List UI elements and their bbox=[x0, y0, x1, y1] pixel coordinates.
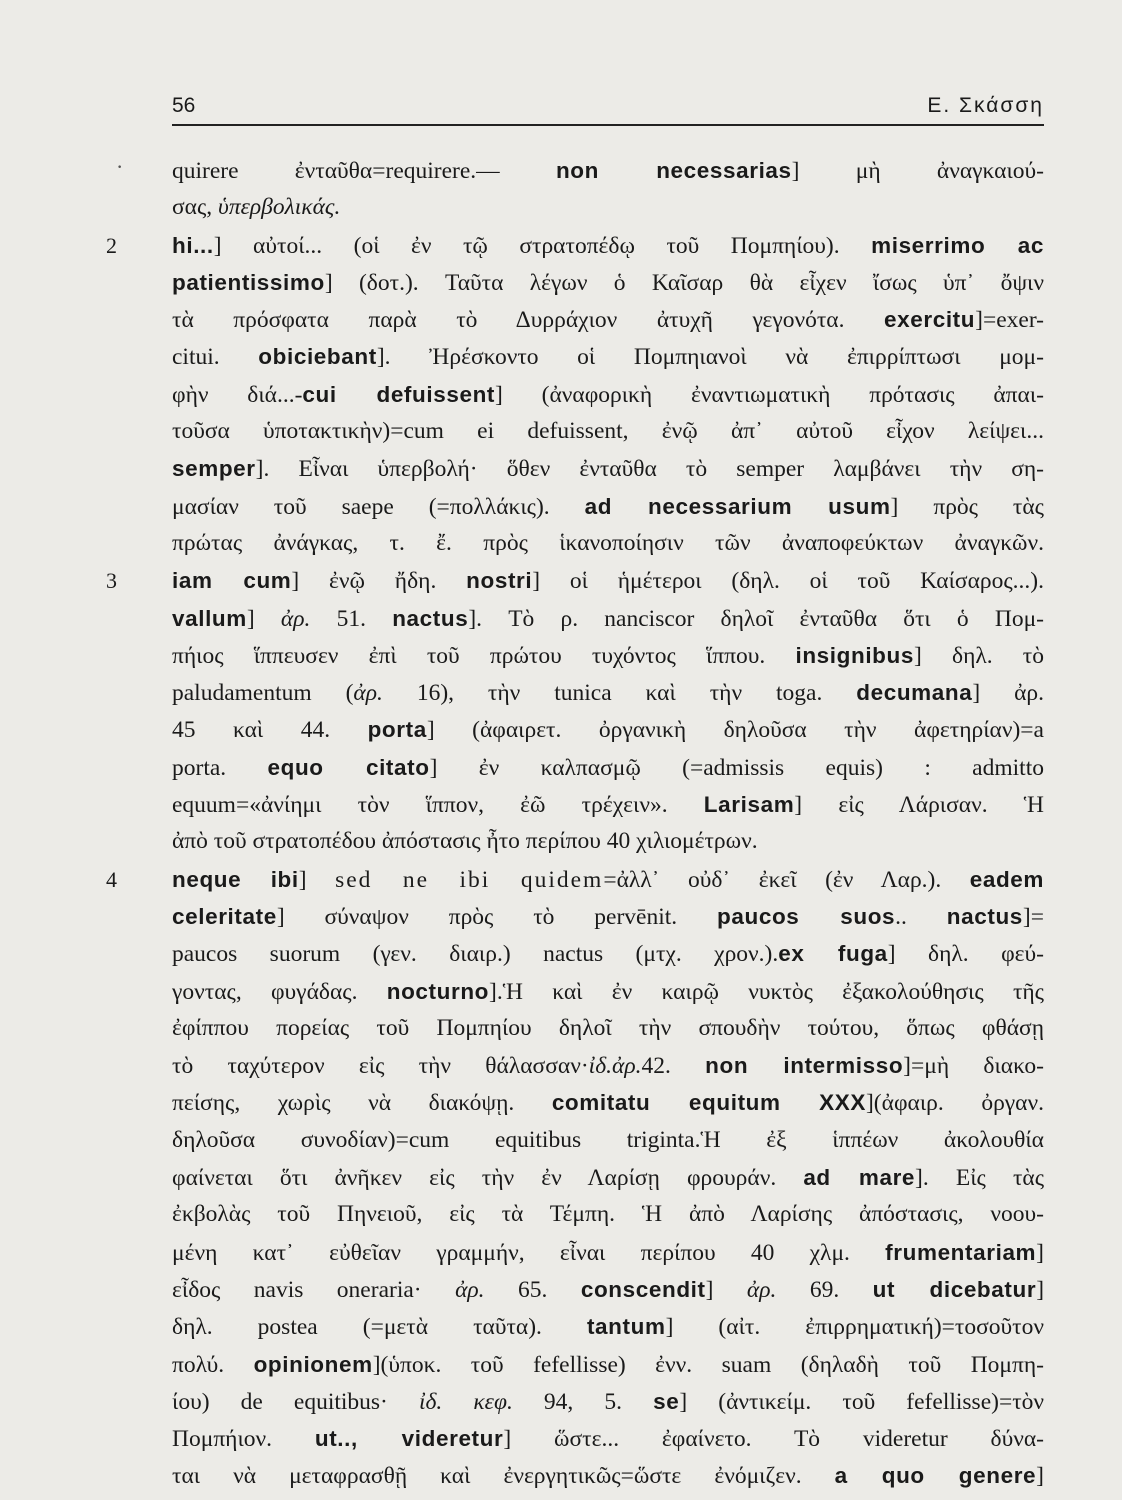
lemma: comitatu equitum XXX bbox=[551, 1090, 866, 1116]
margin-mark: · bbox=[116, 154, 124, 179]
lemma: tantum bbox=[586, 1314, 666, 1340]
text-line: ίου) de equitibus· ἰδ. κεφ. 94, 5. se] (ἀντικείμ. τοῦ fefellisse)=τὸν bbox=[172, 1388, 1045, 1415]
text-line: εἶδος navis oneraria· ἀρ. 65. conscendit] ἀρ. 69. ut dicebatur] bbox=[172, 1276, 1045, 1303]
lemma: equo citato bbox=[267, 754, 430, 780]
lemma: a quo genere bbox=[834, 1463, 1037, 1489]
text-line: Πομπήιον. ut.., videretur] ὥστε... ἐφαίνετο. Τὸ videretur δύνα- bbox=[172, 1426, 1044, 1453]
lemma: semper bbox=[172, 456, 256, 482]
lemma: ex fuga bbox=[778, 941, 888, 967]
text-line: 3 iam cum] ἐνῷ ἤδη. nostri] οἱ ἡμέτεροι (δηλ. οἱ τοῦ Καίσαρος...). bbox=[172, 562, 1044, 599]
lemma: nactus bbox=[946, 903, 1023, 929]
lemma: patientissimo bbox=[172, 269, 325, 295]
lemma: hi... bbox=[172, 232, 214, 258]
text-line: 45 καὶ 44. porta] (ἀφαιρετ. ὀργανικὴ δηλοῦσα τὴν ἀφετηρίαν)=a bbox=[172, 717, 1044, 744]
lemma: ad mare bbox=[803, 1165, 916, 1191]
lemma: Larisam bbox=[703, 792, 795, 818]
margin-number: 3 bbox=[106, 568, 117, 594]
text-line: γοντας, φυγάδας. nocturno].Ἡ καὶ ἐν καιρῷ νυκτὸς ἐξακολούθησις τῆς bbox=[172, 978, 1044, 1005]
lemma: cui defuissent bbox=[302, 381, 496, 407]
text-line: 4 neque ibi] sed ne ibi quidem=ἀλλ᾿ οὐδ᾿ ἐκεῖ (ἐν Λαρ.). eadem bbox=[172, 861, 1044, 898]
text-line: δηλ. postea (=μετὰ ταῦτα). tantum] (αἰτ. ἐπιρρηματική)=τοσοῦτον bbox=[172, 1314, 1044, 1341]
page-header bbox=[172, 92, 1044, 126]
lemma: ad necessarium usum bbox=[584, 493, 891, 519]
lemma: obiciebant bbox=[258, 344, 377, 370]
lemma: eadem bbox=[969, 866, 1045, 892]
lemma: ut dicebatur bbox=[872, 1276, 1037, 1302]
text-line: vallum] ἀρ. 51. nactus]. Τὸ ρ. nanciscor δηλοῖ ἐνταῦθα ὅτι ὁ Πομ- bbox=[172, 605, 1045, 632]
text-line: semper]. Εἶναι ὑπερβολή· ὅθεν ἐνταῦθα τὸ semper λαμβάνει τὴν ση- bbox=[172, 456, 1044, 483]
margin-number: 2 bbox=[106, 232, 117, 258]
lemma: neque ibi bbox=[172, 866, 299, 892]
text-line: ἐφίππου πορείας τοῦ Πομπηίου δηλοῖ τὴν σπουδὴν τούτου, ὅπως φθάσῃ bbox=[172, 1014, 1044, 1041]
text-line: ἐκβολὰς τοῦ Πηνειοῦ, εἰς τὰ Τέμπη. Ἡ ἀπὸ Λαρίσης ἀπόστασις, νοου- bbox=[172, 1201, 1044, 1228]
lemma: iam cum bbox=[172, 568, 292, 594]
lemma: opinionem bbox=[253, 1351, 373, 1377]
text-line: celeritate] σύναψον πρὸς τὸ pervēnit. paucos suos.. nactus]= bbox=[172, 903, 1045, 930]
text-line: ται νὰ μεταφρασθῇ καὶ ἐνεργητικῶς=ὥστε ἐνόμιζεν. a quo genere] bbox=[172, 1463, 1044, 1490]
text-line: πρώτας ἀνάγκας, τ. ἔ. πρὸς ἱκανοποίησιν τῶν ἀναποφεύκτων ἀναγκῶν. bbox=[172, 529, 1044, 556]
lemma: paucos suos bbox=[717, 903, 896, 929]
text-line: δηλοῦσα συνοδίαν)=cum equitibus triginta.Ἡ ἐξ ἱππέων ἀκολουθία bbox=[172, 1126, 1044, 1153]
lemma: celeritate bbox=[172, 903, 277, 929]
text-line: μασίαν τοῦ saepe (=πολλάκις). ad necessarium usum] πρὸς τὰς bbox=[172, 493, 1044, 520]
text-line: ἀπὸ τοῦ στρατοπέδου ἀπόστασις ἦτο περίπου 40 χιλιομέτρων. bbox=[172, 828, 758, 855]
lemma: non intermisso bbox=[705, 1053, 904, 1079]
text-line: μένη κατ᾿ εὐθεῖαν γραμμήν, εἶναι περίπου 40 χλμ. frumentariam] bbox=[172, 1239, 1044, 1266]
text-line: τοῦσα ὑποτακτικὴν)=cum ei defuissent, ἐνῷ ἀπ᾿ αὐτοῦ εἶχον λείψει... bbox=[172, 418, 1044, 445]
text-line: patientissimo] (δοτ.). Ταῦτα λέγων ὁ Καῖσαρ θὰ εἶχεν ἴσως ὑπ᾿ ὄψιν bbox=[172, 269, 1044, 296]
text-line: πήιος ἵππευσεν ἐπὶ τοῦ πρώτου τυχόντος ἵππου. insignibus] δηλ. τὸ bbox=[172, 642, 1044, 669]
page-number: 56 bbox=[172, 94, 196, 117]
lemma: miserrimo ac bbox=[871, 232, 1044, 258]
lemma: ut.., videretur bbox=[314, 1426, 504, 1452]
text-line: φαίνεται ὅτι ἀνῆκεν εἰς τὴν ἐν Λαρίσῃ φρουράν. ad mare]. Εἰς τὰς bbox=[172, 1165, 1044, 1192]
text-line: equum=«ἀνίημι τὸν ἵππον, ἐῶ τρέχειν». Larisam] εἰς Λάρισαν. Ἡ bbox=[172, 792, 1044, 819]
text-line: σας, ὑπερβολικάς. bbox=[172, 194, 341, 221]
lemma: exercitu bbox=[884, 307, 976, 333]
lemma: frumentariam bbox=[885, 1239, 1037, 1265]
lemma: nocturno bbox=[386, 978, 490, 1004]
lemma: non necessarias bbox=[555, 158, 792, 183]
running-head: Ε. Σκάσση bbox=[927, 94, 1044, 117]
lemma: vallum bbox=[172, 605, 247, 631]
lemma: conscendit bbox=[580, 1276, 706, 1302]
text-line: τὰ πρόσφατα παρὰ τὸ Δυρράχιον ἀτυχῆ γεγονότα. exercitu]=exer- bbox=[172, 307, 1044, 334]
lemma: nostri bbox=[466, 568, 533, 594]
lemma: insignibus bbox=[795, 642, 914, 668]
commentary-text bbox=[106, 152, 1045, 1495]
text-line: paludamentum (ἀρ. 16), τὴν tunica καὶ τὴν toga. decumana] ἀρ. bbox=[172, 680, 1044, 707]
text-line: porta. equo citato] ἐν καλπασμῷ (=admissis equis) : admitto bbox=[172, 754, 1044, 781]
lemma: se bbox=[653, 1388, 680, 1414]
text-line: 2 hi...] αὐτοί... (οἱ ἐν τῷ στρατοπέδῳ τοῦ Πομπηίου). miserrimo ac bbox=[172, 227, 1044, 264]
lemma: decumana bbox=[856, 680, 973, 706]
text-line: citui. obiciebant]. Ἠρέσκοντο οἱ Πομπηιανοὶ νὰ ἐπιρρίπτωσι μομ- bbox=[172, 344, 1044, 371]
text-line: φὴν διά...-cui defuissent] (ἀναφορικὴ ἐναντιωματικὴ πρότασις ἀπαι- bbox=[172, 381, 1045, 408]
text-line: πολύ. opinionem](ὑποκ. τοῦ fefellisse) ἐνν. suam (δηλαδὴ τοῦ Πομπη- bbox=[172, 1351, 1044, 1378]
text-line: τὸ ταχύτερον εἰς τὴν θάλασσαν·ἰδ.ἀρ.42. non intermisso]=μὴ διακο- bbox=[172, 1053, 1044, 1080]
lemma: porta bbox=[367, 717, 427, 743]
lemma: nactus bbox=[392, 605, 469, 631]
text-line: paucos suorum (γεν. διαιρ.) nactus (μτχ. χρον.).ex fuga] δηλ. φεύ- bbox=[172, 941, 1044, 968]
text-line: · quirere ἐνταῦθα=requirere.— non necessarias] μὴ ἀναγκαιού- bbox=[172, 152, 1044, 189]
margin-number: 4 bbox=[106, 866, 117, 892]
text-line: πείσης, χωρὶς νὰ διακόψῃ. comitatu equitum XXX](ἀφαιρ. ὀργαν. bbox=[172, 1090, 1044, 1117]
